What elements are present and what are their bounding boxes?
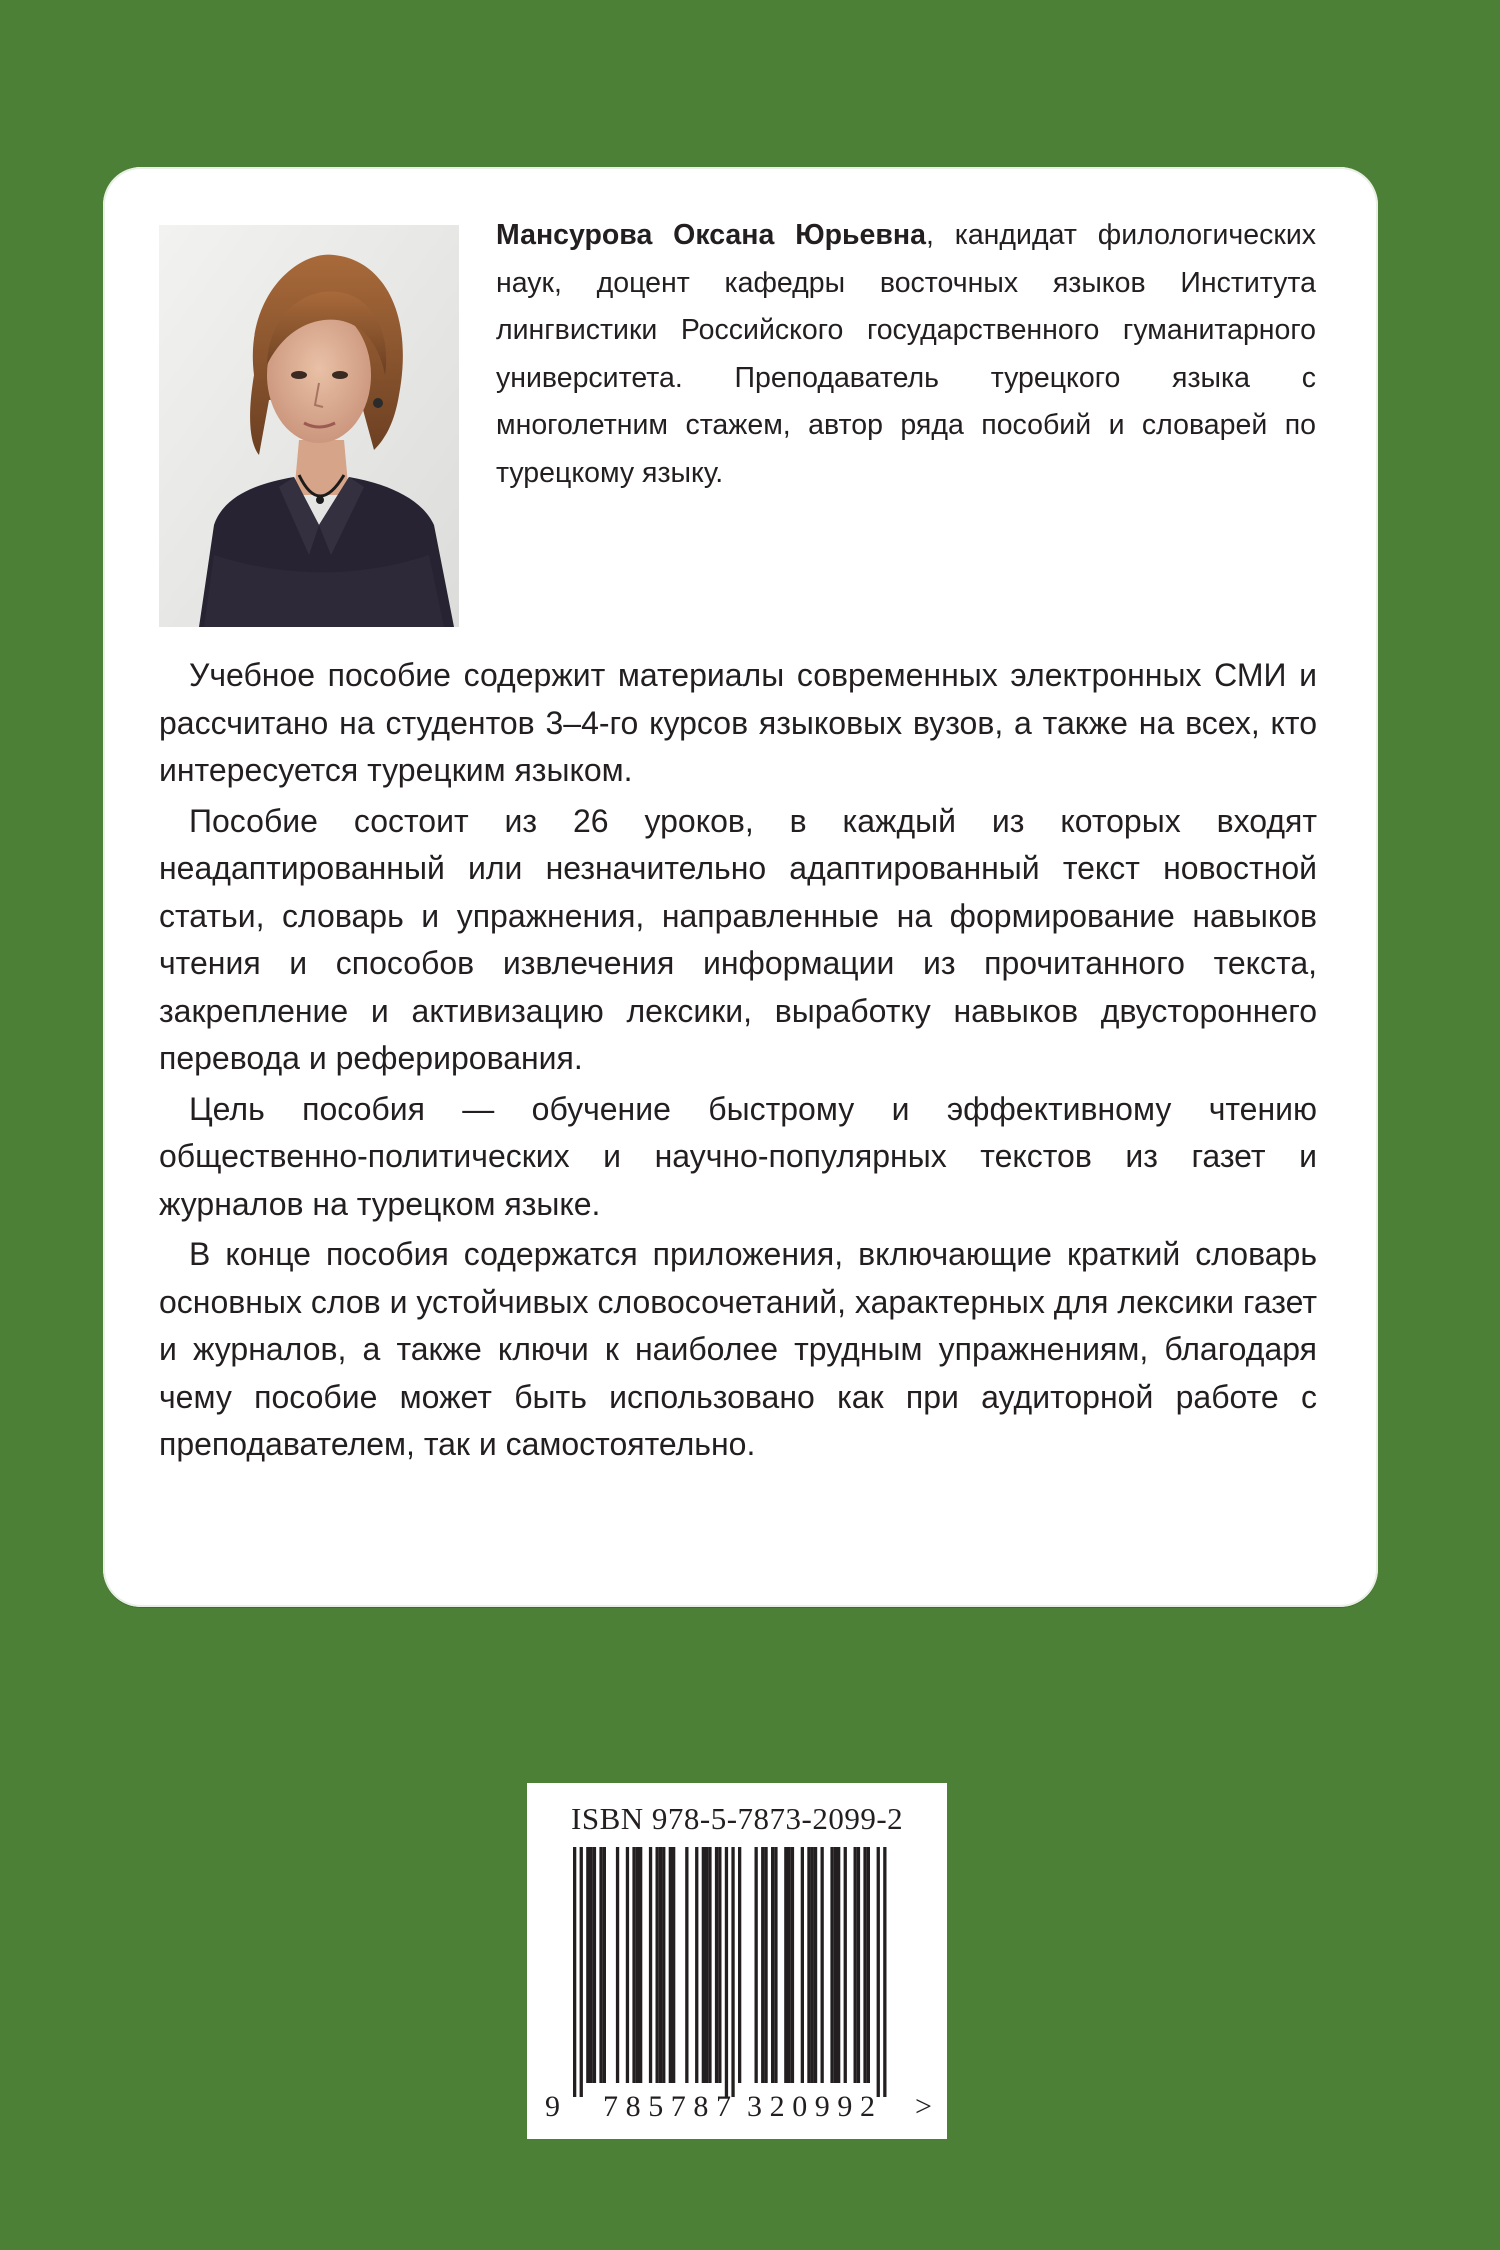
barcode-bar: [715, 1847, 718, 2083]
barcode-bar: [573, 1847, 576, 2097]
barcode-bars: [573, 1847, 887, 2097]
barcode-bar: [761, 1847, 764, 2083]
barcode-bar: [649, 1847, 652, 2083]
barcode-bar: [590, 1847, 593, 2083]
barcode-bar: [702, 1847, 705, 2083]
barcode-digits-right: 320992: [747, 2090, 875, 2123]
description-paragraph: Цель пособия — обучение быстрому и эффективному чтению общественно-политических и научно-популярных текстов из газет и журналов на турецком языке.: [159, 1090, 1317, 1222]
barcode-bar: [593, 1847, 596, 2083]
description-paragraph: Учебное пособие содержит материалы современных электронных СМИ и рассчитано на студентов 3–4-го курсов языковых вузов, а также на всех, кто интересуется турецким языком.: [159, 657, 1317, 788]
barcode-bar: [669, 1847, 672, 2083]
barcode-bar: [883, 1847, 886, 2097]
barcode-digits-left: 785787: [603, 2090, 731, 2123]
barcode-bar: [857, 1847, 860, 2083]
barcode-bar: [867, 1847, 870, 2083]
author-bio-text: , кандидат филологических наук, доцент кафедры восточных языков Института лингвистики Российского государственного гуманитарного университета. Преподаватель турецкого языка с многолетним стажем, автор ряда пособий и словарей по турецкому языку.: [496, 219, 1316, 489]
barcode-bar: [877, 1847, 880, 2097]
barcode-bar: [656, 1847, 659, 2083]
barcode-bar: [791, 1847, 794, 2083]
barcode-bar: [586, 1847, 589, 2083]
barcode-bar: [764, 1847, 767, 2083]
author-portrait-image: [159, 225, 459, 627]
barcode-bar: [830, 1847, 833, 2083]
barcode-bar: [639, 1847, 642, 2083]
barcode-bar: [807, 1847, 810, 2083]
barcode-bar: [801, 1847, 804, 2083]
barcode-bar: [705, 1847, 708, 2083]
barcode-bar: [738, 1847, 741, 2083]
barcode-bar: [708, 1847, 711, 2083]
barcode-bar: [626, 1847, 629, 2083]
barcode-bar: [659, 1847, 662, 2083]
author-bio: [496, 212, 1316, 497]
barcode-bar: [834, 1847, 837, 2083]
barcode-bar: [821, 1847, 824, 2083]
isbn-barcode-block: [527, 1783, 947, 2139]
barcode-bar: [636, 1847, 639, 2083]
info-panel: [103, 167, 1378, 1607]
barcode-icon: [527, 1783, 947, 2139]
barcode-bar: [837, 1847, 840, 2083]
barcode-bar: [616, 1847, 619, 2083]
barcode-digit-end: >: [915, 2090, 932, 2123]
description-paragraph: В конце пособия содержатся приложения, включающие краткий словарь основных слов и устойчивых словосочетаний, характерных для лексики газет и журналов, а также ключи к наиболее трудным упражнениям, благодаря чему пособие может быть использовано как при аудиторной работе с преподавателем, так и самостоятельно.: [159, 1236, 1317, 1462]
barcode-bar: [854, 1847, 857, 2083]
isbn-label: ISBN 978-5-7873-2099-2: [571, 1801, 904, 1836]
barcode-bar: [580, 1847, 583, 2097]
barcode-bar: [814, 1847, 817, 2083]
barcode-bar: [695, 1847, 698, 2083]
barcode-bar: [811, 1847, 814, 2083]
description-paragraph: Пособие состоит из 26 уроков, в каждый из которых входят неадаптированный или незначительно адаптированный текст новостной статьи, словарь и упражнения, направленные на формирование навыков чтения и способов извлечения информации из прочитанного текста, закрепление и активизацию лексики, выработку навыков двустороннего перевода и реферирования.: [159, 802, 1317, 1076]
barcode-bar: [784, 1847, 787, 2083]
barcode-bar: [672, 1847, 675, 2083]
barcode-bar: [718, 1847, 721, 2083]
barcode-bar: [662, 1847, 665, 2083]
barcode-bar: [844, 1847, 847, 2083]
barcode-bar: [755, 1847, 758, 2083]
barcode-bar: [863, 1847, 866, 2083]
barcode-bar: [725, 1847, 728, 2097]
author-photo: [159, 225, 459, 627]
barcode-bar: [603, 1847, 606, 2083]
barcode-bar: [771, 1847, 774, 2083]
barcode-bar: [632, 1847, 635, 2083]
book-description: [159, 652, 1317, 1472]
barcode-bar: [788, 1847, 791, 2083]
barcode-bar: [731, 1847, 734, 2097]
barcode-digit-first: 9: [545, 2090, 560, 2123]
author-name: Мансурова Оксана Юрьевна: [496, 219, 926, 251]
barcode-bar: [599, 1847, 602, 2083]
barcode-bar: [685, 1847, 688, 2083]
barcode-bar: [774, 1847, 777, 2083]
